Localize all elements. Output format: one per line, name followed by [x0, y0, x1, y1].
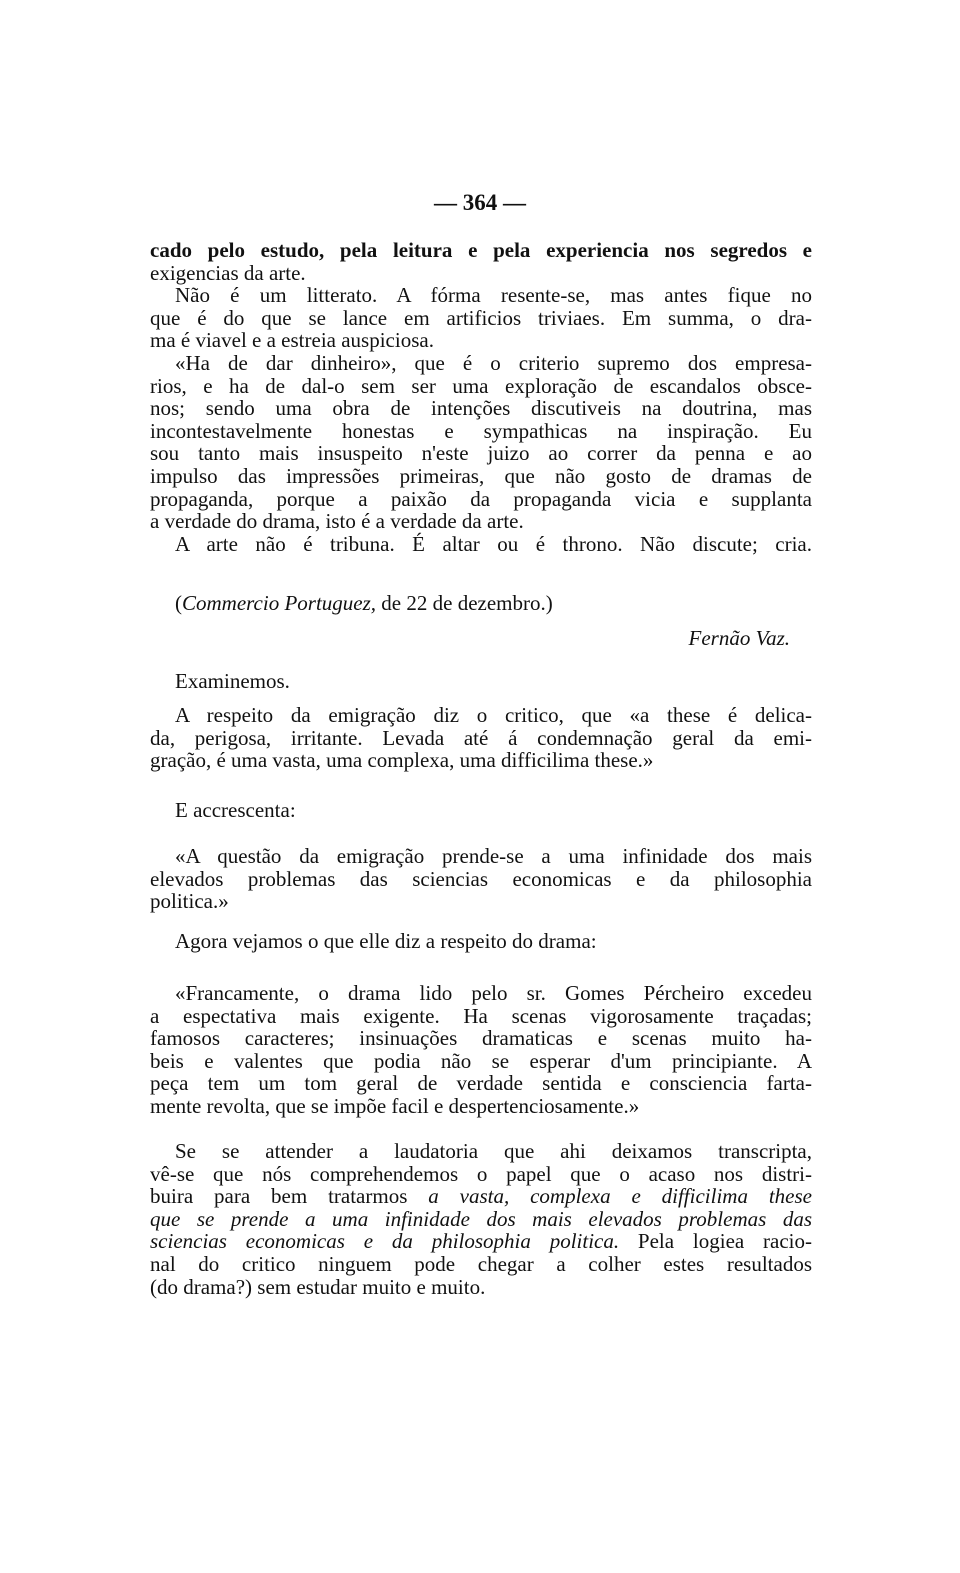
italic-segment: a vasta, complexa e difficilima these: [428, 1184, 812, 1209]
text-line: politica.»: [150, 889, 229, 914]
text-line: Se se attender a laudatoria que ahi deixamos transcripta,: [175, 1139, 812, 1163]
text-line: «Ha de dar dinheiro», que é o criterio supremo dos empresa-: [175, 350, 812, 375]
examinemos: [150, 670, 812, 693]
paragraph-review-quote: [150, 239, 812, 555]
text-line: nos; sendo uma obra de intenções discutiveis na doutrina, mas: [150, 396, 812, 421]
citation-date: de 22 de dezembro.): [376, 591, 553, 615]
text-line: A arte não é tribuna. É altar ou é throno. Não discute; cria.: [175, 531, 812, 556]
paragraph-conclusion: [150, 1140, 812, 1298]
text-line: gração, é uma vasta, uma complexa, uma difficilima these.»: [150, 748, 654, 773]
text-line: E accrescenta:: [175, 798, 296, 822]
text-line: que é do que se lance em artificios triviaes. Em summa, o dra-: [150, 305, 812, 330]
text-line: (do drama?) sem estudar muito e muito.: [150, 1274, 486, 1299]
quote-drama: [150, 982, 812, 1118]
text-line: da, perigosa, irritante. Levada até á condemnação geral da emi-: [150, 725, 812, 750]
text-line: [150, 1230, 812, 1253]
text-segment: buira para bem tratarmos: [150, 1184, 429, 1209]
text-line: exigencias da arte.: [150, 260, 306, 285]
text-line: nal do critico ninguem pode chegar a colher estes resultados: [150, 1251, 812, 1276]
text-line: peça tem um tom geral de verdade sentida e consciencia farta-: [150, 1071, 812, 1096]
text-line: ma é viavel e a estreia auspiciosa.: [150, 328, 434, 353]
italic-segment: sciencias economicas e da philosophia politica.: [150, 1229, 620, 1254]
agora: [150, 930, 812, 953]
text-line: Não é um litterato. A fórma resente-se, mas antes fique no: [175, 283, 812, 308]
text-line: impulso das impressões primeiras, que não gosto de dramas de: [150, 463, 812, 488]
accrescenta: [150, 799, 812, 822]
text-line: elevados problemas das sciencias economicas e da philosophia: [150, 866, 812, 891]
text-line: cado pelo estudo, pela leitura e pela experiencia nos segredos e: [150, 238, 812, 262]
text-line: a espectativa mais exigente. Ha scenas vigorosamente traçadas;: [150, 1003, 812, 1028]
text-line: sou tanto mais insuspeito n'este juizo ao correr da penna e ao: [150, 441, 812, 466]
text-line: mente revolta, que se impõe facil e despertenciosamente.»: [150, 1093, 640, 1118]
citation-paren: (: [175, 591, 182, 615]
text-segment: Pela logiea racio-: [619, 1229, 812, 1254]
text-line: [150, 1208, 812, 1231]
text-line: «Francamente, o drama lido pelo sr. Gomes Pércheiro excedeu: [175, 981, 812, 1005]
citation: [150, 592, 812, 615]
signature: Fernão Vaz.: [688, 626, 790, 650]
paragraph-emigration: [150, 704, 812, 772]
text-line: incontestavelmente honestas e sympathicas na inspiração. Eu: [150, 418, 812, 443]
text-line: vê-se que nós comprehendemos o papel que o acaso nos distri-: [150, 1161, 812, 1186]
text-line: rios, e ha de dal-o sem ser uma exploração de escandalos obsce-: [150, 373, 812, 398]
text-line: A respeito da emigração diz o critico, que «a these é delica-: [175, 703, 812, 727]
text-line: Agora vejamos o que elle diz a respeito do drama:: [175, 929, 597, 953]
text-line: propaganda, porque a paixão da propaganda vicia e supplanta: [150, 486, 812, 511]
text-line: Examinemos.: [175, 669, 290, 693]
quote-emigration: [150, 845, 812, 913]
text-line: a verdade do drama, isto é a verdade da arte.: [150, 509, 524, 534]
text-line: famosos caracteres; insinuações dramaticas e scenas muito ha-: [150, 1026, 812, 1051]
citation-source: Commercio Portuguez,: [182, 591, 377, 615]
page-number: — 364 —: [434, 190, 526, 215]
text-line: «A questão da emigração prende-se a uma infinidade dos mais: [175, 844, 812, 868]
italic-segment: que se prende a uma infinidade dos mais elevados problemas das: [150, 1206, 812, 1231]
text-line: [150, 1185, 812, 1208]
text-line: beis e valentes que podia não se esperar d'um principiante. A: [150, 1048, 812, 1073]
